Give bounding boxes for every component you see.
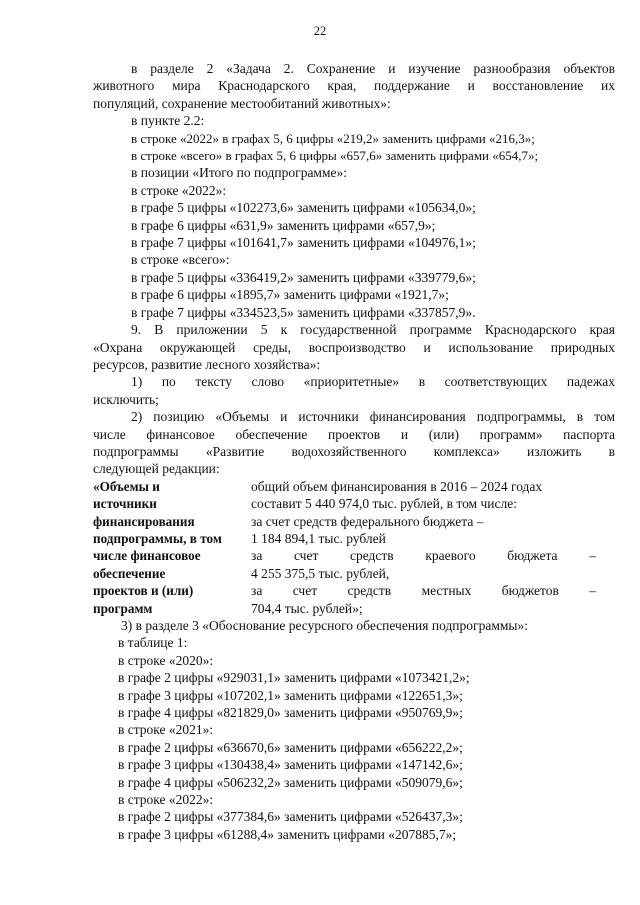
word: средств	[349, 548, 394, 564]
passport-label	[93, 478, 245, 617]
passport-regional-amount: 4 255 375,5 тыс. рублей,	[251, 565, 390, 581]
word: за	[251, 548, 263, 564]
word: счет	[293, 548, 319, 564]
passport-local-line	[251, 582, 596, 599]
paragraph-line: популяций, сохранение местообитаний животных»:	[93, 95, 391, 111]
paragraph-line: в строке «всего»:	[131, 252, 230, 268]
paragraph-line: 9. В приложении 5 к государственной программе Краснодарского края	[131, 322, 615, 338]
word: местных	[421, 583, 472, 599]
passport-label-line: обеспечение	[93, 565, 166, 581]
passport-label-line: финансирования	[93, 513, 195, 529]
word: –	[589, 583, 596, 599]
passport-federal-amount: 1 184 894,1 тыс. рублей	[251, 530, 386, 546]
paragraph-line: в графе 2 цифры «636670,6» заменить цифрами «656222,2»;	[118, 739, 463, 755]
paragraph-line: в пункте 2.2:	[131, 113, 205, 129]
passport-label-line: программ	[93, 600, 153, 616]
word: за	[251, 583, 263, 599]
passport-total-line: общий объем финансирования в 2016 – 2024 годах	[251, 478, 543, 494]
paragraph-line: в графе 5 цифры «102273,6» заменить цифрами «105634,0»;	[131, 200, 476, 216]
word: краевого	[425, 548, 476, 564]
paragraph-line: в графе 7 цифры «334523,5» заменить цифрами «337857,9».	[131, 304, 476, 320]
paragraph-line: в графе 2 цифры «929031,1» заменить цифрами «1073421,2»;	[118, 670, 470, 686]
paragraph-line: в графе 3 цифры «61288,4» заменить цифрами «207885,7»;	[118, 826, 457, 842]
paragraph-line: в строке «2022»:	[118, 792, 214, 808]
document-body	[93, 60, 615, 843]
passport-position	[93, 478, 615, 617]
paragraph-line: в позиции «Итого по подпрограмме»:	[131, 165, 348, 181]
word: бюджетов	[501, 583, 559, 599]
paragraph-line: животного мира Краснодарского края, поддержание и восстановление их	[93, 78, 615, 94]
paragraph-line: в графе 2 цифры «377384,6» заменить цифрами «526437,3»;	[118, 809, 463, 825]
word: счет	[292, 583, 318, 599]
paragraph-line: в графе 4 цифры «821829,0» заменить цифрами «950769,9»;	[118, 705, 463, 721]
word: средств	[347, 583, 392, 599]
paragraph-line: в таблице 1:	[118, 635, 188, 651]
paragraph-line: в графе 7 цифры «101641,7» заменить цифрами «104976,1»;	[131, 235, 476, 251]
paragraph-line: ресурсов, развитие лесного хозяйства»:	[93, 356, 321, 372]
paragraph-line: числе финансовое обеспечение проектов и (или) программ» паспорта	[93, 426, 615, 442]
passport-value	[251, 478, 596, 617]
page-number: 22	[313, 24, 327, 38]
word: бюджета	[507, 548, 558, 564]
passport-label-line: подпрограммы, в том	[93, 530, 222, 546]
passport-local-amount: 704,4 тыс. рублей»;	[251, 600, 363, 616]
paragraph-line: в строке «2022» в графах 5, 6 цифры «219,2» заменить цифрами «216,3»;	[131, 130, 535, 146]
paragraph-line: исключить;	[93, 391, 159, 407]
paragraph-line: в строке «2021»:	[118, 722, 214, 738]
paragraph-line: «Охрана окружающей среды, воспроизводство и использование природных	[93, 339, 615, 355]
paragraph-line: в графе 5 цифры «336419,2» заменить цифрами «339779,6»;	[131, 269, 476, 285]
passport-label-line: «Объемы и	[93, 478, 160, 494]
word: –	[589, 548, 596, 564]
paragraph-line: в графе 3 цифры «107202,1» заменить цифрами «122651,3»;	[118, 687, 463, 703]
passport-label-line: числе финансовое	[93, 548, 201, 564]
paragraph-line: в графе 4 цифры «506232,2» заменить цифрами «509079,6»;	[118, 774, 463, 790]
paragraph-line: 3) в разделе 3 «Обоснование ресурсного обеспечения подпрограммы»:	[121, 618, 528, 633]
paragraph-line: в строке «всего» в графах 5, 6 цифры «657,6» заменить цифрами «654,7»;	[131, 148, 539, 164]
paragraph-line: 1) по тексту слово «приоритетные» в соответствующих падежах	[131, 374, 615, 390]
paragraph-line: в графе 6 цифры «631,9» заменить цифрами «657,9»;	[131, 217, 436, 233]
passport-label-line: источники	[93, 496, 157, 512]
passport-label-line: проектов и (или)	[93, 583, 194, 599]
passport-total-line: составит 5 440 974,0 тыс. рублей, в том числе:	[251, 496, 517, 512]
paragraph-line: следующей редакции:	[93, 461, 220, 477]
paragraph-line: 2) позицию «Объемы и источники финансирования подпрограммы, в том	[131, 409, 615, 425]
paragraph-line: подпрограммы «Развитие водохозяйственного комплекса» изложить в	[93, 443, 615, 459]
paragraph-line: в строке «2022»:	[131, 182, 227, 198]
paragraph-line: в строке «2020»:	[118, 652, 214, 668]
paragraph-line: в графе 3 цифры «130438,4» заменить цифрами «147142,6»;	[118, 757, 463, 773]
passport-federal-line: за счет средств федерального бюджета –	[251, 513, 484, 529]
paragraph-line: в разделе 2 «Задача 2. Сохранение и изучение разнообразия объектов	[131, 61, 615, 76]
paragraph-line: в графе 6 цифры «1895,7» заменить цифрами «1921,7»;	[131, 287, 449, 303]
passport-regional-line	[251, 547, 596, 564]
